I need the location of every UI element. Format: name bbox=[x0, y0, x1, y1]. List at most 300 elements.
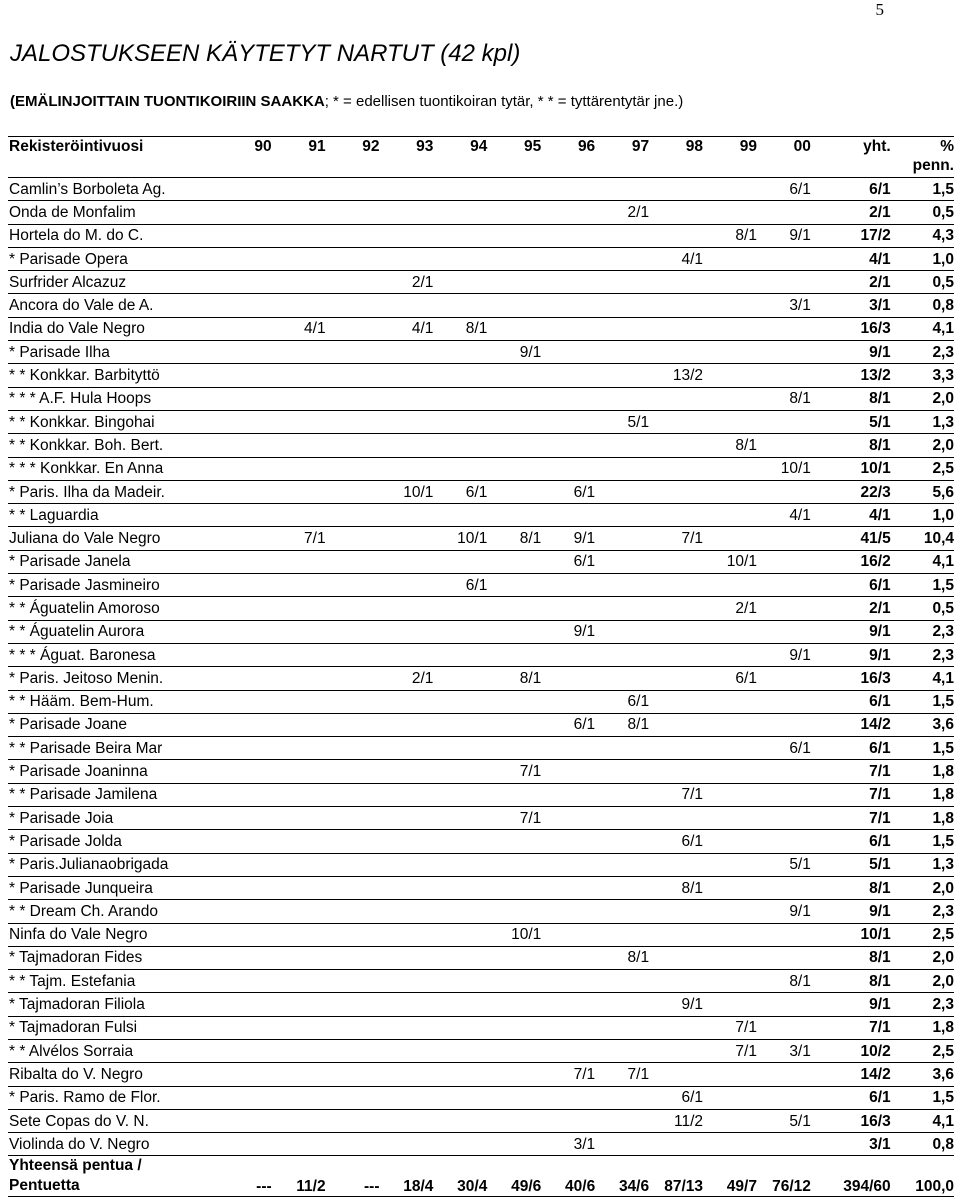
header-col-4: 93 bbox=[386, 137, 440, 178]
year-cell bbox=[493, 317, 547, 340]
year-cell bbox=[601, 853, 655, 876]
table-row bbox=[8, 271, 954, 294]
year-cell bbox=[493, 643, 547, 666]
year-cell bbox=[332, 574, 386, 597]
table-row bbox=[8, 783, 954, 806]
table-header-row bbox=[8, 137, 954, 178]
dog-name-cell: * * Hääm. Bem-Hum. bbox=[8, 690, 224, 713]
year-cell: 4/1 bbox=[386, 317, 440, 340]
total-cell: 7/1 bbox=[817, 760, 897, 783]
year-cell bbox=[386, 946, 440, 969]
year-cell bbox=[224, 341, 278, 364]
year-cell: 7/1 bbox=[655, 527, 709, 550]
year-cell bbox=[278, 294, 332, 317]
year-cell bbox=[493, 1086, 547, 1109]
year-cell bbox=[709, 387, 763, 410]
year-cell bbox=[278, 201, 332, 224]
year-cell bbox=[332, 550, 386, 573]
year-cell bbox=[547, 364, 601, 387]
year-cell bbox=[439, 294, 493, 317]
year-cell bbox=[493, 1016, 547, 1039]
year-cell bbox=[386, 1039, 440, 1062]
year-cell bbox=[439, 970, 493, 993]
year-cell bbox=[493, 900, 547, 923]
year-cell bbox=[278, 364, 332, 387]
dog-name-cell: * * Tajm. Estefania bbox=[8, 970, 224, 993]
year-cell bbox=[493, 620, 547, 643]
year-cell: 8/1 bbox=[709, 224, 763, 247]
total-cell: 17/2 bbox=[817, 224, 897, 247]
year-cell bbox=[386, 900, 440, 923]
year-cell: 8/1 bbox=[709, 434, 763, 457]
year-cell bbox=[224, 247, 278, 270]
year-cell bbox=[655, 574, 709, 597]
year-cell bbox=[439, 783, 493, 806]
year-cell bbox=[224, 178, 278, 201]
year-cell bbox=[601, 597, 655, 620]
year-cell: 6/1 bbox=[439, 480, 493, 503]
year-cell bbox=[332, 1016, 386, 1039]
year-cell bbox=[386, 737, 440, 760]
year-cell bbox=[493, 294, 547, 317]
dog-name-cell: * Paris. Jeitoso Menin. bbox=[8, 667, 224, 690]
header-registration-year: Rekisteröintivuosi bbox=[8, 137, 224, 178]
year-cell bbox=[601, 527, 655, 550]
header-col-7: 96 bbox=[547, 137, 601, 178]
total-cell: 2/1 bbox=[817, 271, 897, 294]
year-cell bbox=[278, 178, 332, 201]
year-cell bbox=[655, 178, 709, 201]
dog-name-cell: * Parisade Janela bbox=[8, 550, 224, 573]
total-cell: 16/3 bbox=[817, 317, 897, 340]
table-row bbox=[8, 807, 954, 830]
year-cell: 6/1 bbox=[763, 737, 817, 760]
year-cell bbox=[278, 434, 332, 457]
year-cell: 9/1 bbox=[493, 341, 547, 364]
year-cell bbox=[547, 830, 601, 853]
year-cell bbox=[493, 480, 547, 503]
dog-name-cell: * * * A.F. Hula Hoops bbox=[8, 387, 224, 410]
year-cell bbox=[332, 620, 386, 643]
year-cell bbox=[709, 1109, 763, 1132]
table-row bbox=[8, 1109, 954, 1132]
year-cell bbox=[386, 760, 440, 783]
year-cell bbox=[547, 317, 601, 340]
year-cell bbox=[601, 807, 655, 830]
year-cell bbox=[332, 643, 386, 666]
dog-name-cell: Onda de Monfalim bbox=[8, 201, 224, 224]
totals-cell: 49/6 bbox=[493, 1156, 547, 1197]
year-cell bbox=[709, 690, 763, 713]
year-cell bbox=[547, 737, 601, 760]
year-cell bbox=[655, 713, 709, 736]
table-row bbox=[8, 1016, 954, 1039]
year-cell bbox=[655, 224, 709, 247]
year-cell: 8/1 bbox=[493, 527, 547, 550]
year-cell bbox=[278, 387, 332, 410]
year-cell bbox=[386, 504, 440, 527]
year-cell bbox=[763, 1133, 817, 1156]
table-body bbox=[8, 178, 954, 1197]
year-cell bbox=[278, 713, 332, 736]
year-cell: 8/1 bbox=[601, 946, 655, 969]
year-cell bbox=[601, 550, 655, 573]
total-cell: 9/1 bbox=[817, 643, 897, 666]
year-cell bbox=[224, 1063, 278, 1086]
year-cell bbox=[224, 620, 278, 643]
year-cell bbox=[224, 760, 278, 783]
year-cell bbox=[332, 807, 386, 830]
year-cell bbox=[278, 247, 332, 270]
year-cell bbox=[655, 690, 709, 713]
total-cell: 6/1 bbox=[817, 1086, 897, 1109]
year-cell bbox=[278, 341, 332, 364]
year-cell bbox=[439, 434, 493, 457]
table-row bbox=[8, 457, 954, 480]
year-cell bbox=[278, 1016, 332, 1039]
table-row bbox=[8, 364, 954, 387]
year-cell bbox=[763, 364, 817, 387]
year-cell bbox=[386, 410, 440, 433]
year-cell bbox=[332, 224, 386, 247]
year-cell bbox=[547, 946, 601, 969]
year-cell bbox=[547, 1039, 601, 1062]
year-cell bbox=[224, 1086, 278, 1109]
year-cell bbox=[493, 993, 547, 1016]
year-cell bbox=[493, 550, 547, 573]
year-cell bbox=[763, 923, 817, 946]
year-cell bbox=[224, 457, 278, 480]
year-cell bbox=[278, 737, 332, 760]
year-cell: 13/2 bbox=[655, 364, 709, 387]
table-row bbox=[8, 830, 954, 853]
year-cell bbox=[224, 480, 278, 503]
total-cell: 4/1 bbox=[817, 247, 897, 270]
year-cell bbox=[224, 574, 278, 597]
year-cell bbox=[709, 993, 763, 1016]
year-cell bbox=[386, 527, 440, 550]
year-cell bbox=[439, 620, 493, 643]
year-cell bbox=[439, 737, 493, 760]
year-cell: 10/1 bbox=[709, 550, 763, 573]
year-cell bbox=[224, 970, 278, 993]
dog-name-cell: India do Vale Negro bbox=[8, 317, 224, 340]
year-cell bbox=[224, 737, 278, 760]
year-cell bbox=[493, 224, 547, 247]
year-cell: 7/1 bbox=[709, 1039, 763, 1062]
year-cell: 3/1 bbox=[763, 294, 817, 317]
year-cell bbox=[386, 387, 440, 410]
year-cell bbox=[763, 1086, 817, 1109]
table-row bbox=[8, 294, 954, 317]
year-cell bbox=[655, 807, 709, 830]
table-row bbox=[8, 643, 954, 666]
percent-cell: 1,3 bbox=[897, 410, 954, 433]
total-cell: 6/1 bbox=[817, 574, 897, 597]
year-cell bbox=[493, 504, 547, 527]
total-cell: 7/1 bbox=[817, 783, 897, 806]
year-cell: 5/1 bbox=[763, 853, 817, 876]
year-cell bbox=[224, 667, 278, 690]
dog-name-cell: Camlin’s Borboleta Ag. bbox=[8, 178, 224, 201]
table-row bbox=[8, 410, 954, 433]
year-cell bbox=[439, 1039, 493, 1062]
year-cell: 4/1 bbox=[278, 317, 332, 340]
total-cell: 6/1 bbox=[817, 690, 897, 713]
totals-row bbox=[8, 1156, 954, 1197]
dog-name-cell: * Parisade Opera bbox=[8, 247, 224, 270]
year-cell bbox=[439, 713, 493, 736]
year-cell bbox=[439, 504, 493, 527]
percent-cell: 2,3 bbox=[897, 993, 954, 1016]
year-cell bbox=[332, 480, 386, 503]
year-cell bbox=[655, 480, 709, 503]
dog-name-cell: * Tajmadoran Fulsi bbox=[8, 1016, 224, 1039]
year-cell bbox=[332, 1086, 386, 1109]
year-cell bbox=[547, 807, 601, 830]
percent-cell: 4,1 bbox=[897, 550, 954, 573]
year-cell: 3/1 bbox=[547, 1133, 601, 1156]
year-cell bbox=[278, 830, 332, 853]
year-cell bbox=[601, 224, 655, 247]
year-cell bbox=[493, 737, 547, 760]
dog-name-cell: Juliana do Vale Negro bbox=[8, 527, 224, 550]
header-col-3: 92 bbox=[332, 137, 386, 178]
year-cell: 7/1 bbox=[709, 1016, 763, 1039]
year-cell bbox=[439, 224, 493, 247]
total-cell: 5/1 bbox=[817, 853, 897, 876]
percent-cell: 10,4 bbox=[897, 527, 954, 550]
year-cell: 2/1 bbox=[601, 201, 655, 224]
year-cell bbox=[439, 410, 493, 433]
year-cell bbox=[601, 178, 655, 201]
dog-name-cell: * Paris. Ilha da Madeir. bbox=[8, 480, 224, 503]
total-cell: 10/1 bbox=[817, 923, 897, 946]
dog-name-cell: * * Dream Ch. Arando bbox=[8, 900, 224, 923]
total-cell: 8/1 bbox=[817, 946, 897, 969]
dog-name-cell: * * Konkkar. Bingohai bbox=[8, 410, 224, 433]
year-cell bbox=[224, 597, 278, 620]
year-cell bbox=[547, 900, 601, 923]
percent-cell: 2,3 bbox=[897, 341, 954, 364]
table-row bbox=[8, 527, 954, 550]
year-cell bbox=[332, 247, 386, 270]
year-cell: 9/1 bbox=[547, 527, 601, 550]
year-cell bbox=[332, 1109, 386, 1132]
total-cell: 2/1 bbox=[817, 201, 897, 224]
year-cell bbox=[439, 1133, 493, 1156]
dog-name-cell: * Parisade Ilha bbox=[8, 341, 224, 364]
year-cell bbox=[493, 1133, 547, 1156]
year-cell bbox=[655, 271, 709, 294]
year-cell bbox=[386, 970, 440, 993]
year-cell bbox=[763, 597, 817, 620]
year-cell: 2/1 bbox=[386, 667, 440, 690]
year-cell bbox=[224, 853, 278, 876]
totals-cell: 40/6 bbox=[547, 1156, 601, 1197]
year-cell bbox=[439, 1016, 493, 1039]
year-cell bbox=[493, 1063, 547, 1086]
dog-name-cell: Ninfa do Vale Negro bbox=[8, 923, 224, 946]
year-cell bbox=[763, 434, 817, 457]
year-cell: 10/1 bbox=[763, 457, 817, 480]
table-row bbox=[8, 760, 954, 783]
total-cell: 10/1 bbox=[817, 457, 897, 480]
total-cell: 6/1 bbox=[817, 830, 897, 853]
year-cell bbox=[763, 480, 817, 503]
total-cell: 16/3 bbox=[817, 1109, 897, 1132]
year-cell bbox=[655, 201, 709, 224]
year-cell bbox=[386, 1063, 440, 1086]
year-cell bbox=[493, 178, 547, 201]
table-row bbox=[8, 876, 954, 899]
table-row bbox=[8, 853, 954, 876]
totals-cell: 30/4 bbox=[439, 1156, 493, 1197]
header-col-13: % penn. bbox=[897, 137, 954, 178]
dog-name-cell: * Parisade Joane bbox=[8, 713, 224, 736]
year-cell bbox=[763, 830, 817, 853]
year-cell bbox=[224, 830, 278, 853]
dog-name-cell: * * Parisade Beira Mar bbox=[8, 737, 224, 760]
percent-cell: 1,5 bbox=[897, 178, 954, 201]
year-cell bbox=[709, 970, 763, 993]
year-cell bbox=[278, 946, 332, 969]
year-cell bbox=[439, 993, 493, 1016]
year-cell bbox=[332, 178, 386, 201]
year-cell bbox=[278, 993, 332, 1016]
percent-cell: 1,5 bbox=[897, 690, 954, 713]
year-cell bbox=[709, 643, 763, 666]
year-cell bbox=[278, 480, 332, 503]
year-cell: 9/1 bbox=[763, 643, 817, 666]
year-cell bbox=[386, 690, 440, 713]
year-cell bbox=[547, 574, 601, 597]
dog-name-cell: * Parisade Junqueira bbox=[8, 876, 224, 899]
year-cell bbox=[278, 457, 332, 480]
year-cell bbox=[439, 271, 493, 294]
year-cell bbox=[493, 970, 547, 993]
totals-cell: 11/2 bbox=[278, 1156, 332, 1197]
year-cell bbox=[439, 1109, 493, 1132]
year-cell bbox=[439, 341, 493, 364]
year-cell bbox=[655, 900, 709, 923]
year-cell bbox=[224, 550, 278, 573]
year-cell bbox=[763, 807, 817, 830]
year-cell bbox=[601, 434, 655, 457]
year-cell bbox=[709, 410, 763, 433]
year-cell bbox=[386, 1109, 440, 1132]
year-cell bbox=[601, 294, 655, 317]
year-cell bbox=[709, 876, 763, 899]
table-row bbox=[8, 247, 954, 270]
table-row bbox=[8, 224, 954, 247]
year-cell bbox=[278, 410, 332, 433]
year-cell bbox=[493, 946, 547, 969]
breeding-table bbox=[8, 137, 954, 1197]
table-row bbox=[8, 504, 954, 527]
year-cell bbox=[547, 690, 601, 713]
percent-cell: 2,0 bbox=[897, 434, 954, 457]
dog-name-cell: * * Alvélos Sorraia bbox=[8, 1039, 224, 1062]
year-cell: 6/1 bbox=[547, 480, 601, 503]
year-cell bbox=[332, 737, 386, 760]
year-cell bbox=[763, 876, 817, 899]
year-cell bbox=[439, 201, 493, 224]
year-cell: 6/1 bbox=[547, 550, 601, 573]
dog-name-cell: * * Konkkar. Barbityttö bbox=[8, 364, 224, 387]
year-cell bbox=[332, 364, 386, 387]
dog-name-cell: * Tajmadoran Filiola bbox=[8, 993, 224, 1016]
dog-name-cell: * Paris.Julianaobrigada bbox=[8, 853, 224, 876]
percent-cell: 1,0 bbox=[897, 504, 954, 527]
year-cell bbox=[547, 667, 601, 690]
table-row bbox=[8, 713, 954, 736]
page-title: JALOSTUKSEEN KÄYTETYT NARTUT (42 kpl) bbox=[10, 40, 521, 67]
year-cell bbox=[601, 387, 655, 410]
year-cell bbox=[547, 247, 601, 270]
year-cell bbox=[547, 201, 601, 224]
percent-cell: 4,1 bbox=[897, 317, 954, 340]
year-cell bbox=[601, 737, 655, 760]
percent-cell: 2,5 bbox=[897, 923, 954, 946]
totals-cell: 49/7 bbox=[709, 1156, 763, 1197]
year-cell bbox=[655, 1039, 709, 1062]
year-cell bbox=[386, 1133, 440, 1156]
year-cell: 7/1 bbox=[278, 527, 332, 550]
header-col-1: 90 bbox=[224, 137, 278, 178]
year-cell bbox=[601, 783, 655, 806]
table-row bbox=[8, 550, 954, 573]
year-cell bbox=[439, 690, 493, 713]
year-cell bbox=[439, 247, 493, 270]
dog-name-cell: * * Águatelin Aurora bbox=[8, 620, 224, 643]
year-cell bbox=[332, 970, 386, 993]
year-cell bbox=[655, 387, 709, 410]
total-cell: 9/1 bbox=[817, 900, 897, 923]
year-cell bbox=[386, 201, 440, 224]
year-cell bbox=[278, 224, 332, 247]
year-cell bbox=[439, 1063, 493, 1086]
year-cell bbox=[547, 457, 601, 480]
year-cell bbox=[547, 178, 601, 201]
year-cell bbox=[763, 527, 817, 550]
year-cell bbox=[278, 643, 332, 666]
year-cell: 4/1 bbox=[655, 247, 709, 270]
year-cell bbox=[332, 993, 386, 1016]
year-cell bbox=[386, 178, 440, 201]
year-cell: 10/1 bbox=[439, 527, 493, 550]
table-row bbox=[8, 597, 954, 620]
year-cell bbox=[601, 574, 655, 597]
year-cell bbox=[386, 830, 440, 853]
year-cell: 2/1 bbox=[709, 597, 763, 620]
year-cell bbox=[655, 410, 709, 433]
total-cell: 3/1 bbox=[817, 1133, 897, 1156]
year-cell bbox=[709, 457, 763, 480]
total-cell: 16/3 bbox=[817, 667, 897, 690]
year-cell bbox=[601, 341, 655, 364]
table-row bbox=[8, 1086, 954, 1109]
year-cell bbox=[332, 434, 386, 457]
percent-cell: 1,5 bbox=[897, 830, 954, 853]
year-cell bbox=[709, 247, 763, 270]
total-cell: 14/2 bbox=[817, 713, 897, 736]
year-cell bbox=[386, 1016, 440, 1039]
year-cell bbox=[547, 993, 601, 1016]
year-cell bbox=[601, 760, 655, 783]
percent-cell: 3,6 bbox=[897, 713, 954, 736]
total-cell: 2/1 bbox=[817, 597, 897, 620]
